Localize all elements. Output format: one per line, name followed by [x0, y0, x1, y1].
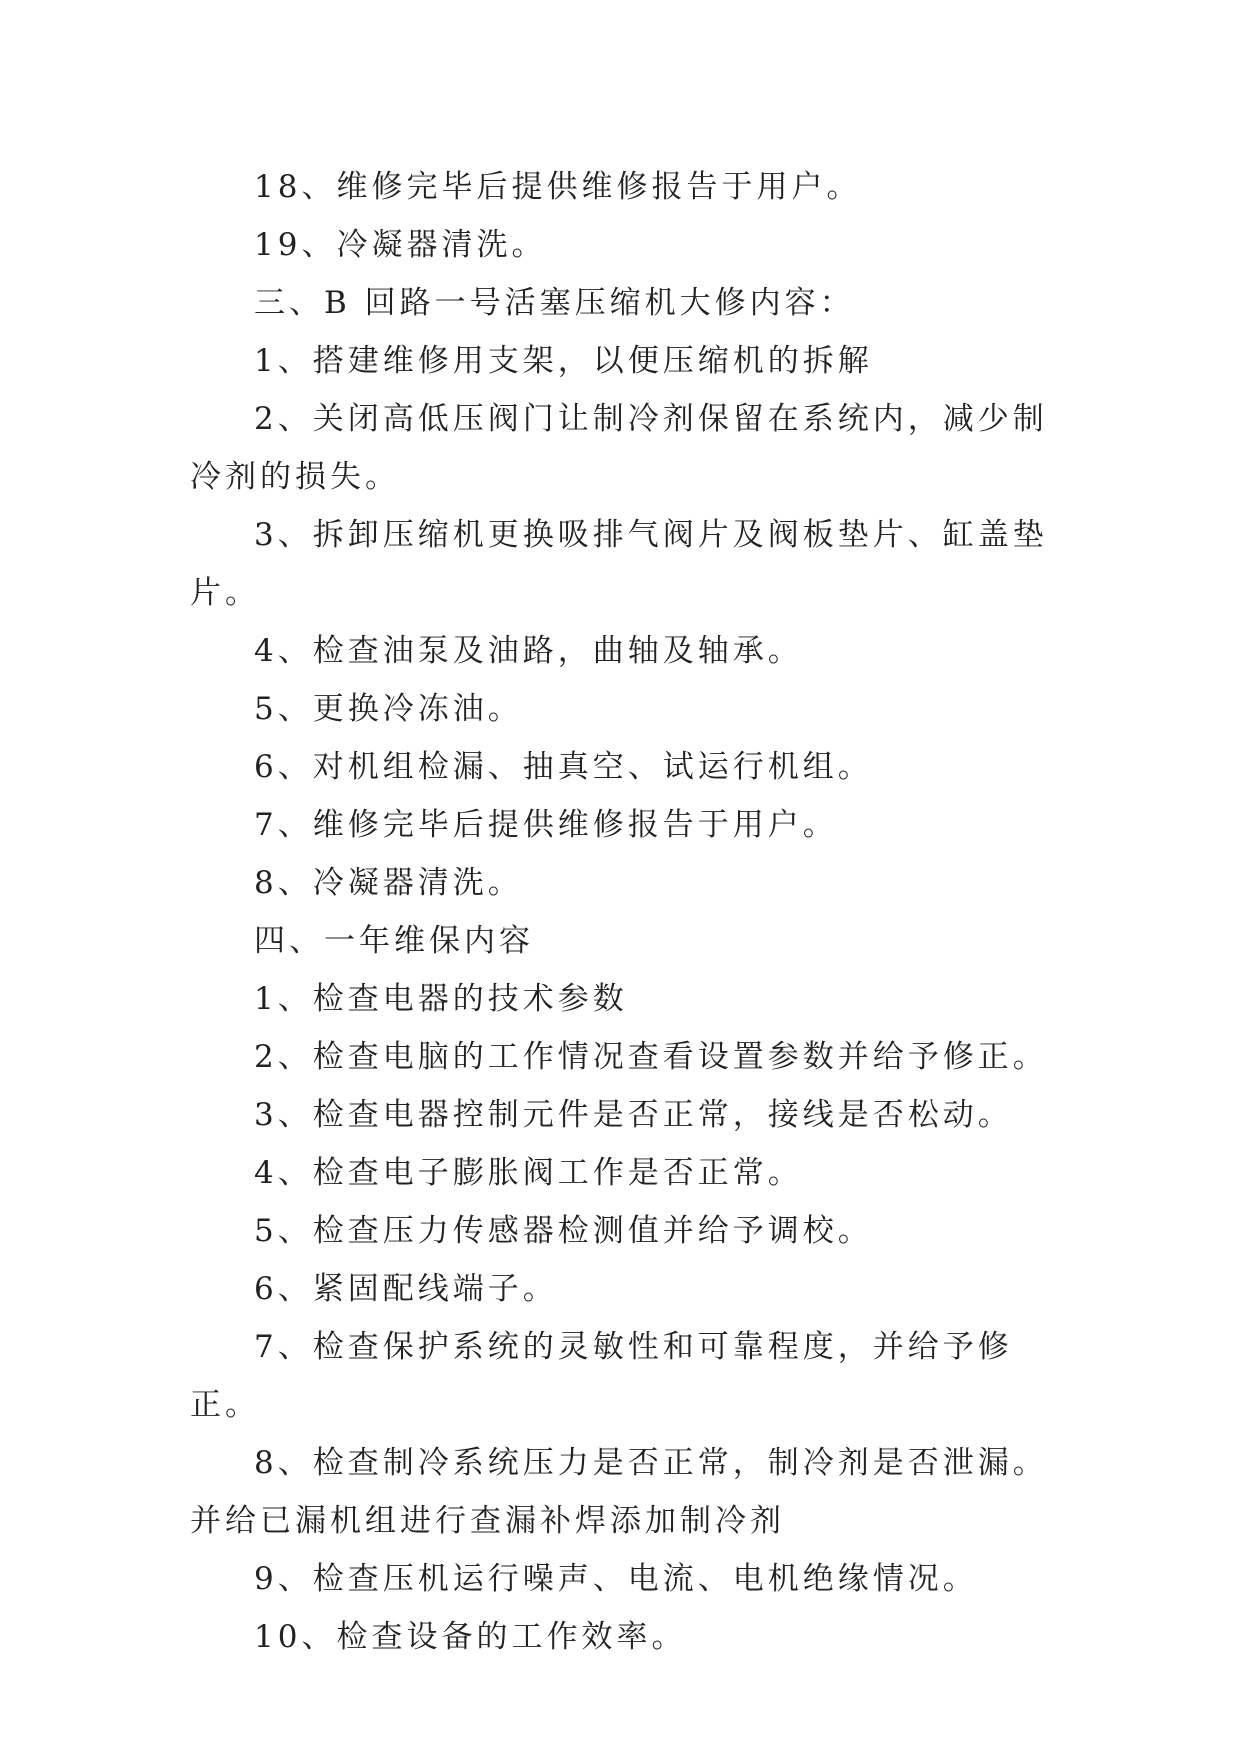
paragraph: 19、冷凝器清洗。 [254, 227, 547, 263]
paragraph: 2、关闭高低压阀门让制冷剂保留在系统内，减少制冷剂的损失。 [190, 401, 1048, 495]
paragraph: 7、维修完毕后提供维修报告于用户。 [254, 807, 838, 843]
paragraph: 6、对机组检漏、抽真空、试运行机组。 [254, 749, 873, 785]
paragraph: 1、搭建维修用支架，以便压缩机的拆解 [254, 343, 873, 379]
paragraph: 3、拆卸压缩机更换吸排气阀片及阀板垫片、缸盖垫片。 [190, 517, 1048, 611]
paragraph: 2、检查电脑的工作情况查看设置参数并给予修正。 [254, 1039, 1048, 1075]
paragraph: 8、冷凝器清洗。 [254, 865, 523, 901]
paragraph: 4、检查油泵及油路，曲轴及轴承。 [254, 633, 803, 669]
paragraph: 4、检查电子膨胀阀工作是否正常。 [254, 1155, 803, 1191]
paragraph: 9、检查压机运行噪声、电流、电机绝缘情况。 [254, 1561, 978, 1597]
section-heading: 三、B 回路一号活塞压缩机大修内容： [254, 285, 855, 321]
section-heading: 四、一年维保内容 [254, 923, 534, 959]
paragraph: 18、维修完毕后提供维修报告于用户。 [254, 169, 862, 205]
paragraph: 5、检查压力传感器检测值并给予调校。 [254, 1213, 873, 1249]
paragraph: 7、检查保护系统的灵敏性和可靠程度，并给予修正。 [190, 1329, 1013, 1423]
paragraph: 10、检查设备的工作效率。 [254, 1619, 687, 1655]
document-body [190, 158, 1050, 1666]
paragraph: 8、检查制冷系统压力是否正常，制冷剂是否泄漏。并给已漏机组进行查漏补焊添加制冷剂 [190, 1445, 1048, 1539]
paragraph: 6、紧固配线端子。 [254, 1271, 558, 1307]
paragraph: 1、检查电器的技术参数 [254, 981, 628, 1017]
paragraph: 5、更换冷冻油。 [254, 691, 523, 727]
paragraph: 3、检查电器控制元件是否正常，接线是否松动。 [254, 1097, 1013, 1133]
